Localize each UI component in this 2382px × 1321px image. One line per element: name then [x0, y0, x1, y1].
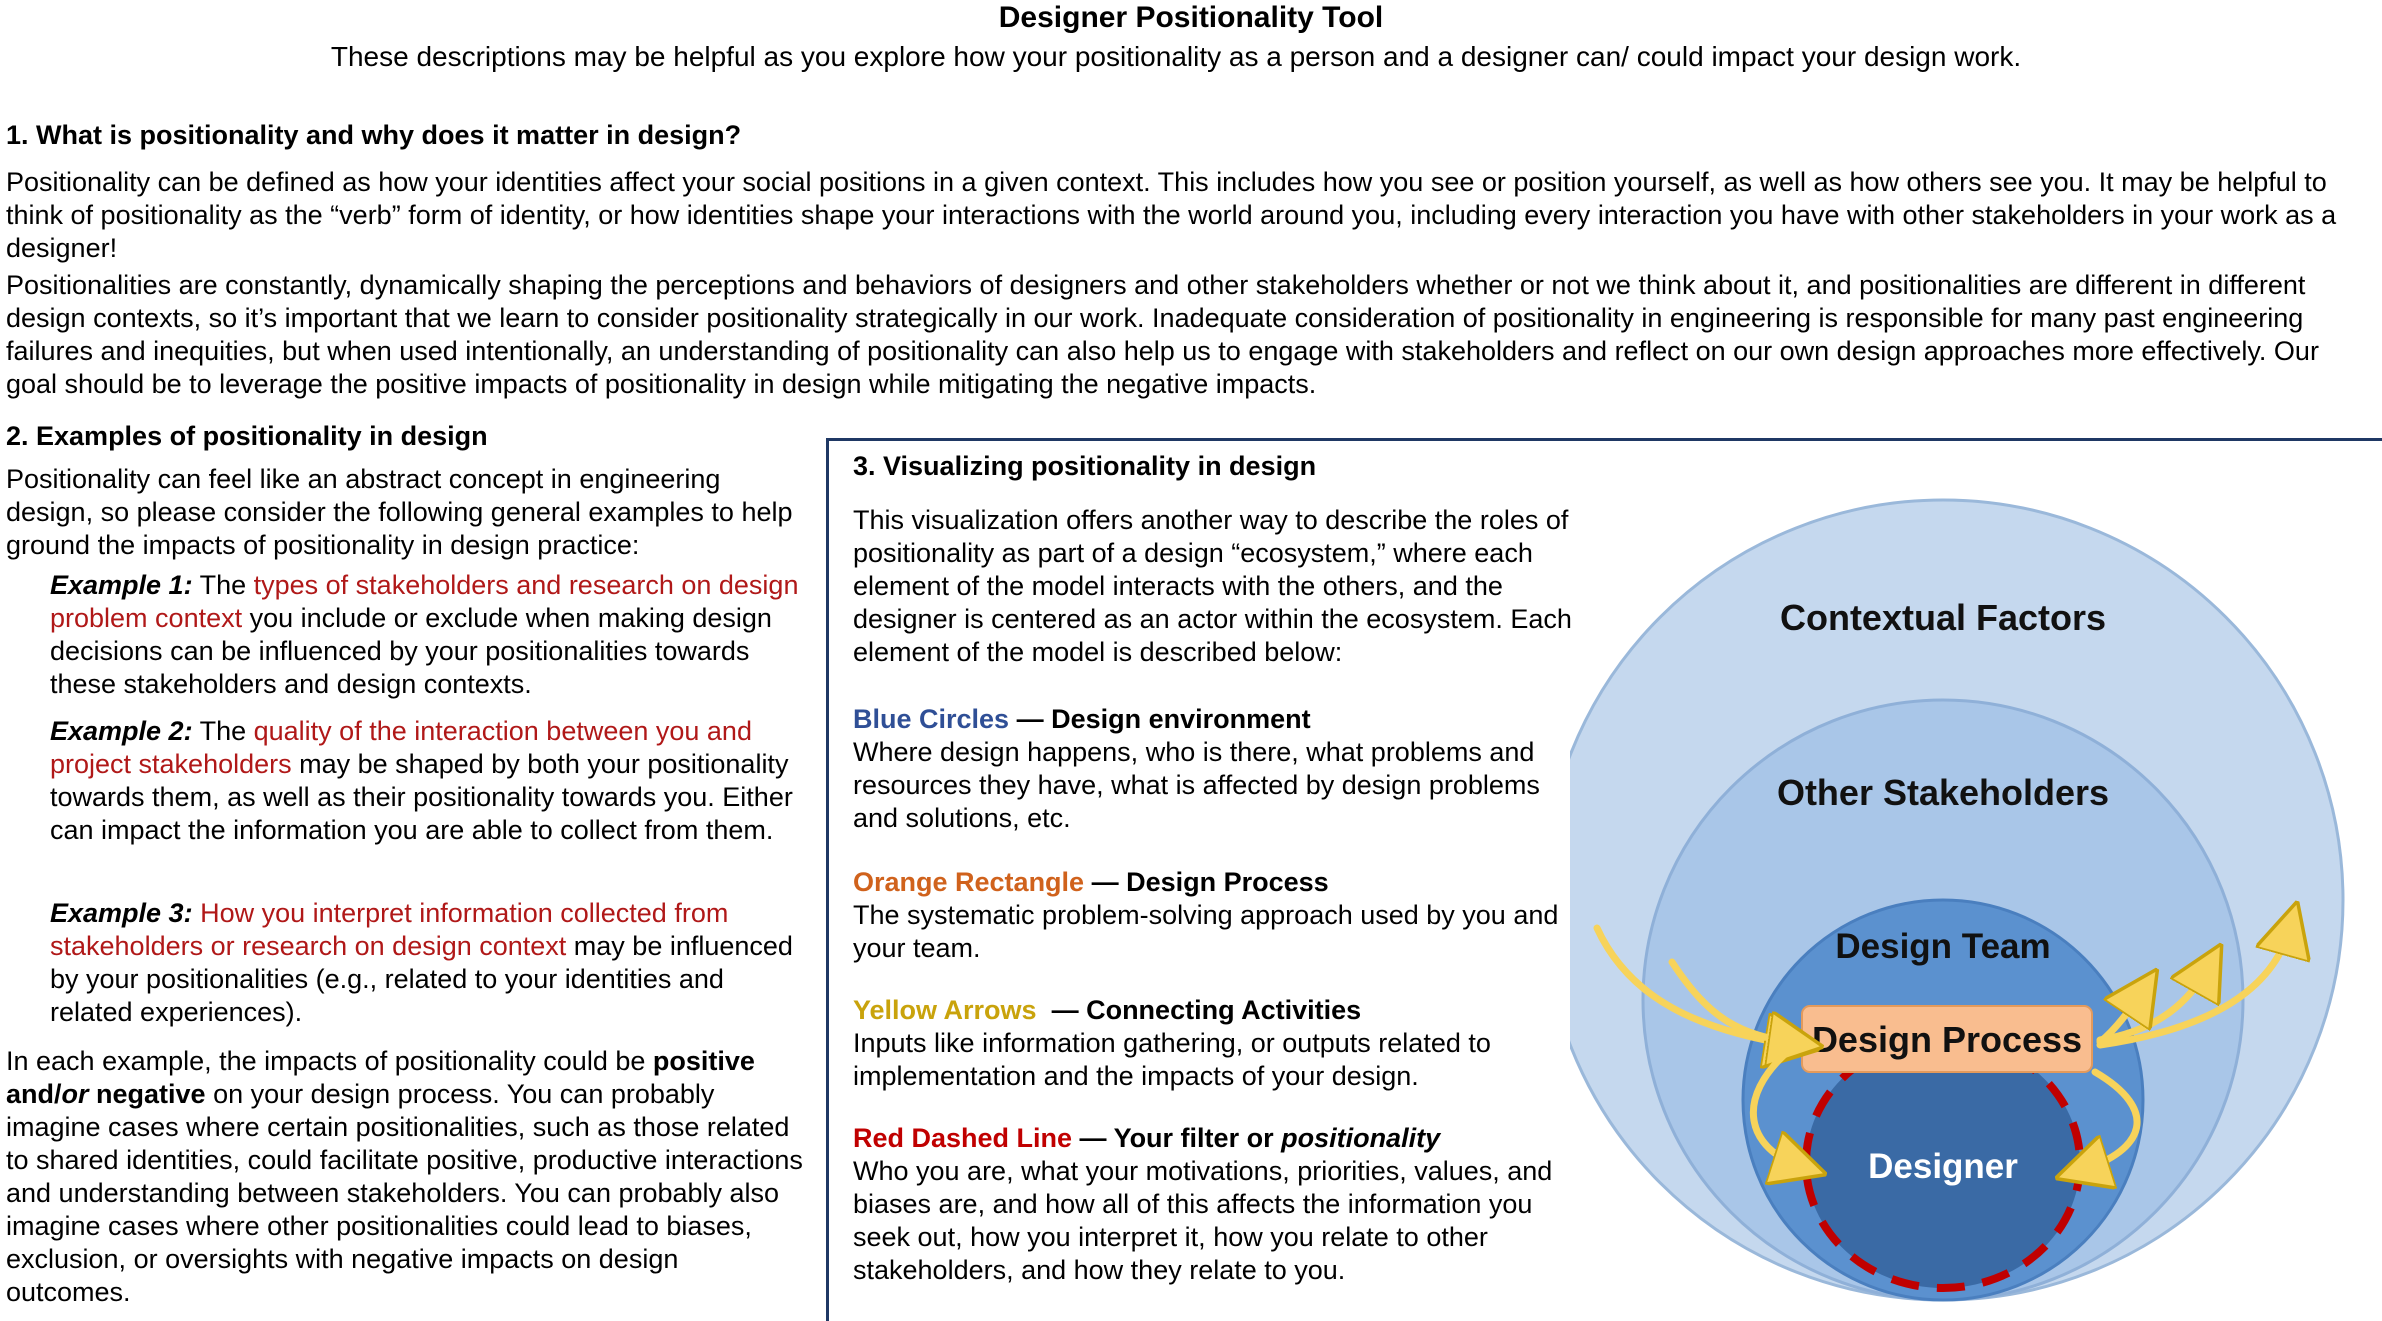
positionality-ecosystem-diagram	[1570, 460, 2370, 1320]
example-highlight: How you interpret information collected from stakeholders or research on design context	[50, 898, 729, 961]
designer-label: Designer	[1868, 1147, 2018, 1186]
example-text: you include or exclude when making design decisions can be influenced by your positionalities towards these stakeholders and design contexts.	[50, 603, 772, 699]
example-label: Example 2:	[50, 716, 193, 746]
closing-bold-italic: or	[61, 1079, 89, 1109]
legend-blue-circles	[853, 703, 1573, 835]
closing-bold: positive and/	[6, 1046, 755, 1109]
legend-role: Your filter or	[1113, 1123, 1282, 1153]
legend-sep: —	[1084, 867, 1127, 897]
example-label: Example 1:	[50, 570, 193, 600]
example-text: The	[192, 570, 254, 600]
closing-bold: negative	[88, 1079, 206, 1109]
section-3-border-left	[826, 438, 829, 1321]
design-team-label: Design Team	[1835, 927, 2051, 966]
legend-name: Blue Circles	[853, 704, 1010, 734]
legend-sep: —	[1009, 704, 1052, 734]
example-label: Example 3:	[50, 898, 193, 928]
legend-desc: Who you are, what your motivations, priorities, values, and biases are, and how all of this affects the information you seek out, how you interpret it, how you relate to other stakeholders, and how they relate to you.	[853, 1156, 1553, 1285]
section-2-intro: Positionality can feel like an abstract concept in engineering design, so please consider the following general examples to help ground the impacts of positionality in design practice:	[6, 464, 793, 560]
legend-desc: The systematic problem-solving approach used by you and your team.	[853, 900, 1559, 963]
section-1-heading: 1. What is positionality and why does it matter in design?	[6, 120, 742, 150]
legend-sep: —	[1072, 1123, 1114, 1153]
closing-text: In each example, the impacts of positionality could be	[6, 1046, 653, 1076]
legend-red-dashed-line	[853, 1122, 1573, 1287]
legend-role: Design Process	[1126, 867, 1329, 897]
legend-role: Design environment	[1051, 704, 1311, 734]
section-2-heading: 2. Examples of positionality in design	[6, 421, 488, 451]
section-2-closing	[6, 1045, 806, 1309]
legend-yellow-arrows	[853, 994, 1573, 1093]
example-highlight: types of stakeholders and research on design problem context	[50, 570, 799, 633]
section-1-paragraph: Positionalities are constantly, dynamically shaping the perceptions and behaviors of designers and other stakeholders whether or not we think about it, and positionalities are different in different design contexts, so it’s important that we learn to consider positionality strategically in our work. Inadequate consideration of positionality in engineering is responsible for many past engineering failures and inequities, but when used intentionally, an understanding of positionality can also help us to engage with stakeholders and reflect on our own design approaches more effectively. Our goal should be to leverage the positive impacts of positionality in design while mitigating the negative impacts.	[6, 270, 2319, 399]
example-text	[193, 898, 201, 928]
legend-desc: Inputs like information gathering, or outputs related to implementation and the impacts of your design.	[853, 1028, 1491, 1091]
legend-name: Yellow Arrows	[853, 995, 1037, 1025]
legend-name: Orange Rectangle	[853, 867, 1085, 897]
other-stakeholders-label: Other Stakeholders	[1776, 772, 2110, 813]
example-text: The	[192, 716, 254, 746]
example-text: may be influenced by your positionalities (e.g., related to your identities and related experiences).	[50, 931, 793, 1027]
legend-name: Red Dashed Line	[853, 1123, 1073, 1153]
example-1	[50, 569, 800, 701]
section-3-intro: This visualization offers another way to describe the roles of positionality as part of a design “ecosystem,” where each element of the model interacts with the others, and the designer is centered as an actor within the ecosystem. Each element of the model is described below:	[853, 505, 1572, 667]
document-subtitle: These descriptions may be helpful as you explore how your positionality as a person and a designer can/ could impact your design work.	[330, 41, 2022, 72]
example-highlight: quality of the interaction between you and project stakeholders	[50, 716, 752, 779]
legend-sep: —	[1036, 995, 1087, 1025]
legend-orange-rectangle	[853, 866, 1573, 965]
section-1-body	[6, 166, 2372, 405]
design-process-label: Design Process	[1811, 1019, 2083, 1060]
legend-desc: Where design happens, who is there, what problems and resources they have, what is affected by design problems and solutions, etc.	[853, 737, 1540, 833]
example-text: may be shaped by both your positionality towards them, as well as their positionality towards you. Either can impact the information you are able to collect from them.	[50, 749, 793, 845]
legend-role: Connecting Activities	[1086, 995, 1362, 1025]
example-3	[50, 897, 800, 1029]
example-2	[50, 715, 800, 847]
section-3-border-top	[826, 438, 2382, 441]
contextual-factors-label: Contextual Factors	[1779, 597, 2107, 638]
section-3-heading: 3. Visualizing positionality in design	[853, 451, 1317, 481]
document-title: Designer Positionality Tool	[998, 1, 1384, 34]
section-1-paragraph: Positionality can be defined as how your identities affect your social positions in a given context. This includes how you see or position yourself, as well as how others see you. It may be helpful to think of positionality as the “verb” form of identity, or how identities shape your interactions with the world around you, including every interaction you have with other stakeholders in your work as a designer!	[6, 167, 2337, 263]
closing-text: on your design process. You can probably imagine cases where certain positionalities, such as those related to shared identities, could facilitate positive, productive interactions and understanding between stakeholders. You can probably also imagine cases where other positionalities could lead to biases, exclusion, or oversights with negative impacts on design outcomes.	[6, 1079, 803, 1307]
legend-role-italic: positionality	[1281, 1123, 1441, 1153]
